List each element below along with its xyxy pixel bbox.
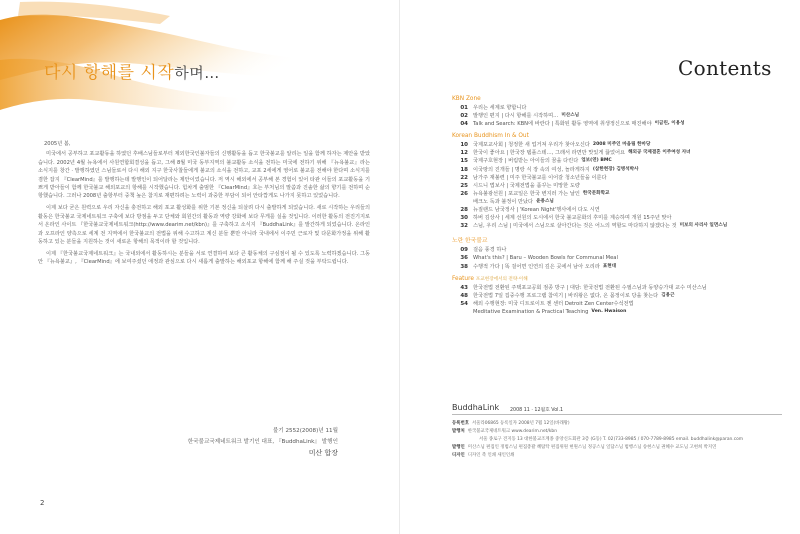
section-subtitle: 포교현장에서의 전략·이해: [475, 276, 528, 282]
toc-section: [452, 235, 782, 270]
colophon-label: 디자인: [452, 453, 465, 458]
colophon-text: 디자인 촉 인쇄 새인인쇄: [467, 453, 515, 458]
section-title-text: 노란 한국불교: [452, 238, 488, 245]
toc-item-title: 시드니 법보사 | 국제전법을 품꾸는 미망한 도량: [473, 182, 580, 189]
toc-section: [452, 96, 782, 128]
toc-item-title: 한국전법 7일 집중수행 프로그램 참여기 | 바리왕은 없다, 온 몸정이로 당을 찾는다: [473, 292, 659, 299]
toc-item[interactable]: [452, 182, 782, 190]
toc-item-author: 미보의 사리사 일면스님: [679, 223, 728, 229]
toc-item-title: What's this? | Baru – Wooden Bowls for Communal Meal: [473, 255, 618, 262]
paragraph: 이제 『한국불교국제네트워크』는 국내외에서 활동하시는 분들을 서로 연결하여 보다 큰 활동체의 구심점이 될 수 있도록 노력하겠습니다. 그동안 『뉴욕불교』, 『ClearMind』에 보여주셨던 애정과 관심으로 다시 새롭게 출발하는 해외포교 항해에 함께 해 주실 것을 부탁드립니다.: [38, 250, 370, 266]
toc-page-number: 43: [460, 284, 468, 291]
colophon-text: 한국불교국제네트워크 www.dearim.net/kbn: [467, 429, 557, 434]
section-title-text: Korean Buddhism In & Out: [452, 133, 529, 140]
colophon: [452, 420, 782, 460]
toc-page-number: 26: [460, 190, 468, 197]
toc-item[interactable]: [452, 120, 782, 128]
sign-date: 불기 2552(2008)년 11월: [272, 428, 338, 434]
toc-section-title: [452, 133, 782, 139]
toc-item-title: 뉴질랜드 남국정사 | 'Korean Night'행사에서 다도 시연: [473, 207, 600, 214]
colophon-row: [452, 420, 782, 428]
toc-item[interactable]: [452, 157, 782, 165]
page-title: [44, 58, 220, 83]
toc-item[interactable]: [452, 149, 782, 157]
toc-item[interactable]: [452, 222, 782, 230]
toc-section: [452, 133, 782, 230]
paragraph: 미국에서 공부하고 포교활동을 하였던 후배스님들로부터 제외한국인불자들의 신행활동을 돕고 한국불교를 알리는 일을 함께 하자는 제안을 받았습니다. 2002년 4월 뉴욕에서 사원연합회결성을 돕고, 그해 8월 미국 동부지역의 불교활동 소식을 전하는 미국에 전하기 위해 『뉴욕불교』라는 소식지를 창간 · 발행하였던 스님들로서 다시 해외 지구 한국사찰들에게 불교의 소식을 전하고, 교포 2세에게 영어로 불교를 전해야 한다며 소식지를 겸한 잡지 『ClearMind』를 발행하는데 발행인이 되어달라는 제안이었습니다. 저 역시 해외에서 공부해 본 경험이 있어 타관 이들의 포교활동을 기쁘게 받아들이 함께 한국불교 해외포교의 항해를 시작했습니다. 힘차게 출범한 『ClearMind』호는 부처님의 말씀과 진솔한 삶의 향기를 전하며 순항했습니다. 그러나 2008년 출항부터 중책 높은 참지로 재편하려는 노력이 과중한 부담이 되어 안타깝게도 나가지 못하고 있었습니다.: [38, 151, 370, 200]
toc-page-number: 12: [460, 150, 468, 157]
sign-name: 미산 합장: [308, 449, 338, 457]
toc-item-title: 국제포교사회 | 청정한 새 업거져 우리가 찾아오신다: [473, 142, 590, 149]
title-suffix: 하며…: [174, 64, 220, 82]
toc-item-author: (삼한현장) 김병석박사: [592, 166, 639, 172]
table-of-contents: [452, 96, 782, 321]
colophon-label: 발행인: [452, 445, 465, 450]
toc-item-title: Talk and Search: KBN에 바란다 | 특화된 활동 영역에 취생정신으로 매진해야: [473, 121, 652, 128]
toc-item-title: 뉴욕불광선원 | 포교일은 한국 변지러 가는 날인: [473, 190, 580, 197]
toc-page-number: 22: [460, 174, 468, 181]
toc-item-author: 한국문화학교: [582, 190, 610, 196]
colophon-row: [452, 452, 782, 460]
toc-item-title: 배크노 독과 불정이 만났다: [473, 198, 534, 205]
toc-item-title: 한국이 좋아요 | 한국장 템플스테…, 그래서 라면만 맛있게 끓었어요: [473, 150, 626, 157]
toc-item-author: 김용근: [661, 292, 675, 298]
toc-item[interactable]: [452, 104, 782, 112]
toc-item[interactable]: [452, 214, 782, 222]
toc-page-number: 54: [460, 300, 468, 307]
toc-page-number: 36: [460, 255, 468, 262]
issue-info: 2008 11 · 12월호 Vol.1: [510, 408, 564, 413]
toc-page-number: 25: [460, 182, 468, 189]
toc-item[interactable]: [452, 190, 782, 198]
colophon-row: [452, 436, 782, 444]
letter-body: [38, 140, 370, 270]
colophon-header: [452, 402, 782, 415]
toc-page-number: 48: [460, 292, 468, 299]
toc-page-number: 01: [460, 105, 468, 111]
toc-item-author: 표현대: [602, 263, 617, 269]
toc-page-number: 28: [460, 207, 468, 214]
toc-item-title: 이국땅의 진개들 | 명랑 식 장 속의 여성, 놀라게하지: [473, 166, 590, 173]
toc-item[interactable]: [452, 206, 782, 214]
toc-section-title: [452, 96, 782, 102]
contents-title: Contents: [678, 56, 772, 80]
toc-item-author: 업보(연) BMC: [581, 158, 612, 164]
toc-item[interactable]: [452, 166, 782, 174]
toc-item-title: 발행인 편지 | 다시 항해를 시작하며…: [473, 113, 559, 120]
toc-page-number: 18: [460, 166, 468, 173]
signature-block: [188, 426, 338, 459]
toc-item-title: 하버 김상사 | 세계 선원의 도시에서 한국 불교문화의 후미를 계승하며 개원 15주년 맞아: [473, 215, 672, 222]
toc-item[interactable]: [452, 198, 782, 206]
toc-item-title: 해외 수행현장: 미국 디트로이트 젠 센터 Detroit Zen Center수석전법: [473, 300, 634, 307]
toc-page-number: 09: [460, 247, 468, 254]
toc-item[interactable]: [452, 284, 782, 292]
toc-page-number: 38: [460, 263, 468, 270]
toc-item-author: 이금린, 이용성: [654, 121, 685, 127]
toc-item-author: Ven. Hwaison: [591, 308, 627, 314]
toc-item-title: 국제구호현장 | 버림받는 아이들의 꿈을 다린다: [473, 158, 579, 165]
toc-page-number: 32: [460, 223, 468, 230]
colophon-label: 발행처: [452, 429, 465, 434]
toc-item[interactable]: [452, 246, 782, 254]
toc-item[interactable]: [452, 300, 782, 308]
toc-item-title: 한국전법 전환된 주택포교공회 점종 방구 | 대담: 한국전법 전환된 수필스님과 동양승가대 교수 미산스님: [473, 284, 707, 291]
toc-page-number: 30: [460, 215, 468, 222]
toc-item[interactable]: [452, 141, 782, 149]
toc-page-number: 04: [460, 121, 468, 128]
title-main: 다시 항해를 시작: [44, 63, 175, 83]
toc-item-title: 우리는 세계로 향합니다: [473, 105, 527, 111]
toc-section-title: [452, 276, 782, 282]
colophon-row: [452, 428, 782, 436]
colophon-text: 미산스님 편집인 정범스님 편집총괄 혜탐탁 편집위원 현원스님 정공스님 일담스님 범행스님 송현스님 권혜수 교도님 고현희 박지연: [467, 445, 717, 450]
toc-item-author: 미산스님: [561, 113, 580, 119]
paragraph: 이제 보다 굳은 원력으로 우리 자신을 충전하고 해외 포교 활성화를 위한 기본 정신을 되살려 다시 출발하게 되었습니다. 새로 시작하는 우리들의 활동은 한국불교 국제네트워크 구축에 보다 방점을 두고 단체와 회원간의 활동과 역량 강화에 보다 무게를 실을 것입니다. 이러한 활동의 전진기지로서 온라인 사이트 『한국불교국제네트워크(http://www.dearim.net/kbn)』를 구축하고 소식지 『BuddhaLink』를 발간하게 되었습니다. 온라인과 오프라인 양측으로 세계 전 지역에서 한국불교의 전법을 위해 수고하고 계신 분들 뿐만 아니라 국내에서 이주민 근로자 및 다문화가정을 위해 활동하고 있는 분들을 지원하는 것이 새로운 항해의 목적이라 할 것입니다.: [38, 205, 370, 245]
toc-page-number: 10: [460, 142, 468, 149]
paragraph: 2005년 봄,: [44, 141, 71, 147]
toc-item[interactable]: [452, 308, 782, 316]
section-title-text: KBN Zone: [452, 96, 481, 102]
toc-section: [452, 276, 782, 316]
page-number: 2: [40, 499, 45, 507]
toc-item-title: Meditative Examination & Practical Teaching: [473, 308, 589, 315]
toc-item[interactable]: [452, 112, 782, 120]
toc-item[interactable]: [452, 174, 782, 182]
toc-page-number: 02: [460, 113, 468, 120]
colophon-row: [452, 444, 782, 452]
toc-item-title: 걸음 풍경 하나: [473, 247, 507, 254]
toc-item-title: 수행적 가다 | 똑 걸어면 인연의 깊은 곳에서 남아 오리라: [473, 263, 600, 270]
toc-item-title: 스님, 우리 스님 | 미국에서 스님으로 살아간다는 것은 어느의 역할도 마다하지 않겠다는 것: [473, 223, 677, 230]
colophon-text: 서울 종로구 견지동 13 대한불교조계종 중앙신도회관 3층 (G동) T. 02)733-8985 / 070-7789-8985 email. buddhalink@paran.com: [479, 437, 744, 442]
toc-item[interactable]: [452, 263, 782, 271]
toc-item[interactable]: [452, 254, 782, 262]
colophon-text: 서울라06865 등록일자 2008년 7월 12일(바래왕): [471, 421, 570, 426]
toc-page-number: 15: [460, 158, 468, 165]
colophon-label: 등록번호: [452, 421, 469, 426]
brand-logo: BuddhaLink: [452, 403, 500, 412]
section-title-text: Feature: [452, 275, 474, 282]
sign-org: 한국불교국제네트워크 발기인 대표, 『BuddhaLink』 발행인: [187, 439, 338, 445]
toc-item-author: 2008 미주인 마음림 한마당: [592, 142, 651, 148]
toc-item[interactable]: [452, 292, 782, 300]
toc-item-author: 해외공 국제결혼 이주여성 자녀: [628, 150, 691, 156]
toc-section-title: [452, 235, 782, 244]
toc-item-author: 윤용스님: [536, 198, 554, 204]
toc-item-title: 남가주 재불련 | 미주 한국불교를 이어갈 청소년들을 이룬다: [473, 174, 607, 181]
